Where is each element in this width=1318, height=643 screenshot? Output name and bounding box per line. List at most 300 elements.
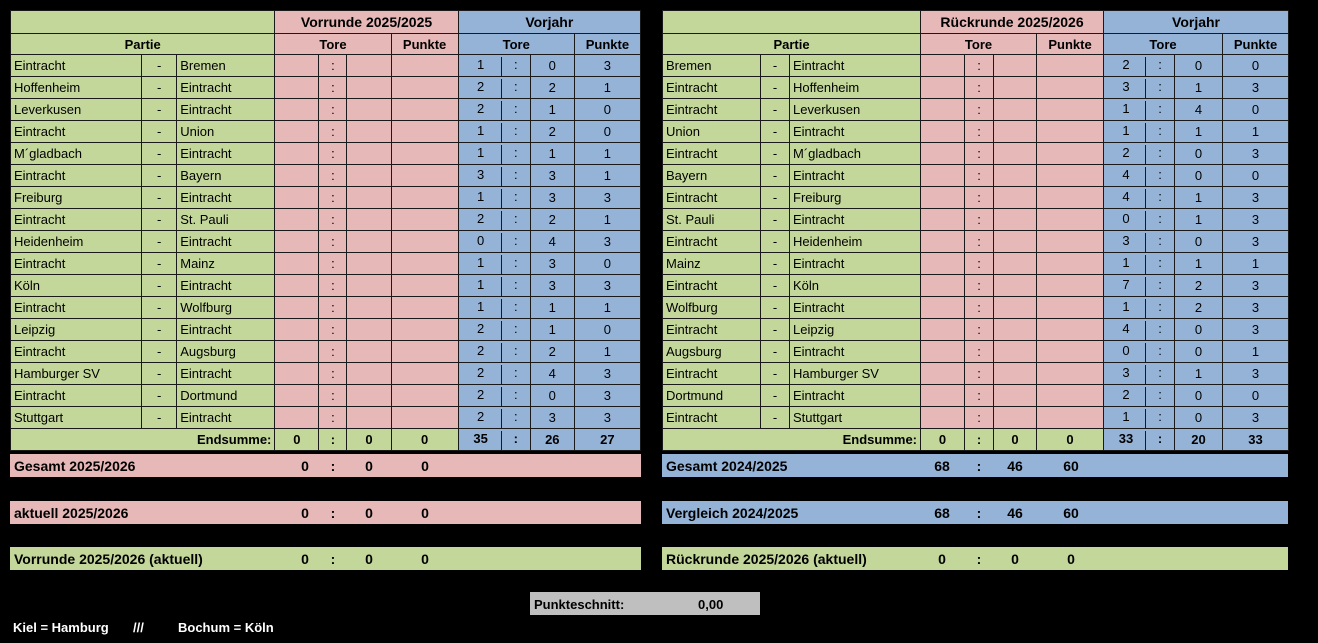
match-dash: -	[142, 363, 177, 385]
prev-goals-for-value: 2	[477, 409, 485, 424]
match-dash: -	[761, 77, 790, 99]
match-dash: -	[142, 187, 177, 209]
goals-colon: :	[965, 297, 994, 319]
prev-goals-for-value: 3	[477, 167, 485, 182]
goals-for-cell[interactable]	[921, 407, 965, 429]
prev-goals-colon: :	[501, 123, 530, 143]
goals-for-cell[interactable]	[921, 187, 965, 209]
prev-goals-for	[1104, 253, 1175, 275]
goals-against-cell[interactable]	[347, 187, 391, 209]
goals-for-cell[interactable]	[921, 165, 965, 187]
home-team: Eintracht	[11, 121, 142, 143]
goals-for-cell[interactable]	[921, 297, 965, 319]
match-row	[663, 77, 1289, 99]
prev-points: 3	[1223, 319, 1289, 341]
prev-goals-for-value: 4	[1122, 321, 1130, 336]
points-cell[interactable]	[391, 275, 458, 297]
footer-separator: ///	[133, 620, 144, 635]
prev-goals-against: 0	[1175, 385, 1223, 407]
punkteschnitt-label: Punkteschnitt:	[534, 597, 625, 612]
home-team: Eintracht	[11, 209, 142, 231]
points-cell[interactable]	[1037, 297, 1104, 319]
prev-goals-for	[458, 385, 530, 407]
prev-goals-colon: :	[1145, 343, 1174, 363]
gesamt-left-colon: :	[330, 457, 336, 474]
prev-goals-against: 1	[530, 297, 574, 319]
goals-against-cell[interactable]	[347, 385, 391, 407]
match-row	[11, 77, 641, 99]
gesamt-left-label: Gesamt 2025/2026	[14, 457, 136, 474]
prev-points: 0	[1223, 165, 1289, 187]
home-team: Eintracht	[11, 253, 142, 275]
prev-goals-against: 1	[1175, 253, 1223, 275]
match-row	[663, 363, 1289, 385]
match-dash: -	[142, 319, 177, 341]
goals-for-cell[interactable]	[921, 319, 965, 341]
goals-for-cell[interactable]	[275, 99, 319, 121]
goals-against-cell[interactable]	[994, 143, 1037, 165]
home-team: Wolfburg	[663, 297, 761, 319]
goals-against-cell[interactable]	[994, 77, 1037, 99]
away-team: Eintracht	[177, 77, 275, 99]
prev-punkte-header: Punkte	[1223, 34, 1289, 55]
prev-goals-for-value: 2	[1122, 387, 1130, 402]
goals-colon: :	[965, 319, 994, 341]
prev-points: 1	[574, 143, 640, 165]
home-team: Eintracht	[663, 231, 761, 253]
tore-header: Tore	[921, 34, 1037, 55]
goals-against-cell[interactable]	[994, 209, 1037, 231]
rueckrunde-aktuell-bar	[662, 547, 1288, 570]
goals-against-cell[interactable]	[994, 341, 1037, 363]
points-cell[interactable]	[391, 99, 458, 121]
goals-against-cell[interactable]	[347, 165, 391, 187]
prev-goals-against: 3	[530, 407, 574, 429]
goals-for-cell[interactable]	[275, 319, 319, 341]
prev-goals-colon: :	[501, 277, 530, 297]
goals-colon: :	[319, 385, 347, 407]
prev-points: 1	[574, 209, 640, 231]
home-team: Eintracht	[11, 297, 142, 319]
home-team: Leipzig	[11, 319, 142, 341]
goals-for-cell[interactable]	[921, 99, 965, 121]
prev-goals-for-value: 2	[477, 387, 485, 402]
home-team: Hoffenheim	[11, 77, 142, 99]
home-team: M´gladbach	[11, 143, 142, 165]
match-row	[663, 187, 1289, 209]
away-team: Hoffenheim	[790, 77, 921, 99]
points-cell[interactable]	[391, 341, 458, 363]
prev-goals-against: 1	[1175, 187, 1223, 209]
goals-against-cell[interactable]	[347, 55, 391, 77]
prev-goals-for	[458, 253, 530, 275]
goals-for-cell[interactable]	[275, 77, 319, 99]
goals-against-cell[interactable]	[347, 77, 391, 99]
prev-points: 1	[1223, 341, 1289, 363]
goals-against-cell[interactable]	[347, 121, 391, 143]
points-cell[interactable]	[391, 77, 458, 99]
prev-goals-for-value: 33	[1118, 431, 1134, 446]
goals-against-cell[interactable]	[994, 165, 1037, 187]
prev-tore-header: Tore	[458, 34, 574, 55]
sum-goals-for: 0	[921, 429, 965, 451]
goals-against-cell[interactable]	[994, 121, 1037, 143]
points-cell[interactable]	[1037, 55, 1104, 77]
points-cell[interactable]	[391, 385, 458, 407]
prev-goals-against: 4	[530, 363, 574, 385]
prev-goals-colon: :	[1145, 409, 1174, 429]
match-row	[663, 55, 1289, 77]
points-cell[interactable]	[1037, 231, 1104, 253]
prev-goals-for	[1104, 363, 1175, 385]
goals-against-cell[interactable]	[347, 341, 391, 363]
goals-against-cell[interactable]	[994, 407, 1037, 429]
prev-goals-for-value: 1	[1122, 123, 1130, 138]
prev-points: 1	[574, 297, 640, 319]
prev-goals-for	[1104, 121, 1175, 143]
home-team: Mainz	[663, 253, 761, 275]
prev-goals-against: 2	[530, 341, 574, 363]
goals-colon: :	[965, 77, 994, 99]
match-row	[663, 253, 1289, 275]
points-cell[interactable]	[1037, 363, 1104, 385]
prev-goals-colon: :	[501, 211, 530, 231]
prev-points: 1	[574, 165, 640, 187]
partie-header: Partie	[11, 34, 275, 55]
prev-goals-for	[458, 363, 530, 385]
goals-against-cell[interactable]	[347, 407, 391, 429]
goals-against-cell[interactable]	[347, 275, 391, 297]
points-cell[interactable]	[1037, 209, 1104, 231]
match-dash: -	[142, 407, 177, 429]
prev-goals-for	[1104, 77, 1175, 99]
prev-punkte-header: Punkte	[574, 34, 640, 55]
points-cell[interactable]	[1037, 77, 1104, 99]
away-team: Eintracht	[177, 363, 275, 385]
match-row	[663, 143, 1289, 165]
prev-goals-for-value: 3	[1122, 233, 1130, 248]
prev-goals-for	[1104, 385, 1175, 407]
goals-against-cell[interactable]	[347, 231, 391, 253]
goals-against-cell[interactable]	[347, 209, 391, 231]
goals-colon: :	[319, 275, 347, 297]
goals-for-cell[interactable]	[275, 121, 319, 143]
points-cell[interactable]	[391, 253, 458, 275]
prev-goals-against: 0	[1175, 407, 1223, 429]
goals-colon: :	[965, 187, 994, 209]
home-team: Dortmund	[663, 385, 761, 407]
goals-against-cell[interactable]	[994, 319, 1037, 341]
prev-goals-for-value: 1	[1122, 101, 1130, 116]
match-dash: -	[761, 165, 790, 187]
prev-goals-against: 3	[530, 275, 574, 297]
away-team: Eintracht	[177, 187, 275, 209]
prev-goals-for-value: 1	[477, 123, 485, 138]
points-cell[interactable]	[391, 297, 458, 319]
match-row	[11, 231, 641, 253]
match-row	[663, 99, 1289, 121]
match-dash: -	[761, 253, 790, 275]
goals-for-cell[interactable]	[921, 341, 965, 363]
footer-note-kiel: Kiel = Hamburg	[13, 620, 109, 635]
goals-for-cell[interactable]	[275, 407, 319, 429]
prev-goals-against: 2	[530, 121, 574, 143]
goals-for-cell[interactable]	[275, 363, 319, 385]
prev-points: 0	[1223, 55, 1289, 77]
prev-goals-colon: :	[501, 409, 530, 429]
goals-for-cell[interactable]	[921, 385, 965, 407]
vergleich-right-colon: :	[976, 504, 982, 521]
footer-note-bochum: Bochum = Köln	[178, 620, 274, 635]
goals-against-cell[interactable]	[994, 231, 1037, 253]
goals-for-cell[interactable]	[275, 209, 319, 231]
gesamt-right-goals-against: 46	[1007, 457, 1023, 474]
match-row	[11, 407, 641, 429]
goals-against-cell[interactable]	[347, 99, 391, 121]
goals-for-cell[interactable]	[275, 297, 319, 319]
points-cell[interactable]	[1037, 165, 1104, 187]
sum-prev-goals-against: 20	[1175, 429, 1223, 451]
goals-for-cell[interactable]	[275, 341, 319, 363]
vergleich-right-goals-against: 46	[1007, 504, 1023, 521]
points-cell[interactable]	[1037, 341, 1104, 363]
prev-goals-colon: :	[1145, 431, 1174, 451]
goals-for-cell[interactable]	[921, 55, 965, 77]
match-dash: -	[142, 297, 177, 319]
points-cell[interactable]	[391, 143, 458, 165]
match-row	[11, 385, 641, 407]
goals-against-cell[interactable]	[994, 363, 1037, 385]
vorrunde-aktuell-goals-for: 0	[301, 550, 309, 567]
vorrunde-aktuell-colon: :	[330, 550, 336, 567]
goals-against-cell[interactable]	[994, 385, 1037, 407]
vorrunde-aktuell-label: Vorrunde 2025/2026 (aktuell)	[14, 550, 203, 567]
prev-goals-against: 1	[1175, 209, 1223, 231]
match-dash: -	[142, 385, 177, 407]
aktuell-left-colon: :	[330, 504, 336, 521]
prev-goals-against: 2	[530, 77, 574, 99]
points-cell[interactable]	[391, 121, 458, 143]
rueckrunde-aktuell-goals-against: 0	[1011, 550, 1019, 567]
goals-against-cell[interactable]	[347, 297, 391, 319]
gesamt-right-bar	[662, 454, 1288, 477]
goals-colon: :	[965, 209, 994, 231]
points-cell[interactable]	[1037, 121, 1104, 143]
prev-goals-for	[1104, 231, 1175, 253]
goals-colon: :	[319, 341, 347, 363]
match-dash: -	[142, 253, 177, 275]
goals-colon: :	[965, 341, 994, 363]
prev-goals-colon: :	[1145, 277, 1174, 297]
goals-against-cell[interactable]	[347, 319, 391, 341]
prev-goals-for-value: 4	[1122, 167, 1130, 182]
points-cell[interactable]	[391, 187, 458, 209]
points-cell[interactable]	[1037, 385, 1104, 407]
match-row	[11, 55, 641, 77]
match-dash: -	[761, 319, 790, 341]
prev-goals-for-value: 1	[477, 255, 485, 270]
points-cell[interactable]	[1037, 143, 1104, 165]
match-row	[11, 363, 641, 385]
prev-goals-for-value: 3	[1122, 79, 1130, 94]
match-dash: -	[761, 275, 790, 297]
prev-goals-for	[458, 341, 530, 363]
goals-for-cell[interactable]	[921, 253, 965, 275]
away-team: Eintracht	[790, 55, 921, 77]
prev-points: 3	[574, 363, 640, 385]
rueckrunde-aktuell-colon: :	[976, 550, 982, 567]
points-cell[interactable]	[1037, 187, 1104, 209]
goals-for-cell[interactable]	[921, 121, 965, 143]
goals-for-cell[interactable]	[275, 165, 319, 187]
goals-for-cell[interactable]	[275, 253, 319, 275]
prev-points: 0	[574, 121, 640, 143]
prev-goals-for	[1104, 143, 1175, 165]
points-cell[interactable]	[391, 363, 458, 385]
sum-prev-goals-for	[1104, 429, 1175, 451]
vorrunde-aktuell-goals-against: 0	[365, 550, 373, 567]
goals-against-cell[interactable]	[994, 99, 1037, 121]
aktuell-left-bar	[10, 501, 641, 524]
points-cell[interactable]	[391, 319, 458, 341]
goals-for-cell[interactable]	[921, 275, 965, 297]
points-cell[interactable]	[391, 231, 458, 253]
prev-goals-against: 1	[530, 319, 574, 341]
home-team: Eintracht	[11, 385, 142, 407]
goals-for-cell[interactable]	[275, 231, 319, 253]
goals-for-cell[interactable]	[921, 231, 965, 253]
match-dash: -	[142, 55, 177, 77]
match-dash: -	[142, 275, 177, 297]
partie-header: Partie	[663, 34, 921, 55]
prev-points: 1	[574, 77, 640, 99]
prev-goals-for-value: 7	[1122, 277, 1130, 292]
title-blank	[11, 11, 275, 34]
goals-against-cell[interactable]	[994, 187, 1037, 209]
goals-for-cell[interactable]	[921, 143, 965, 165]
goals-against-cell[interactable]	[347, 253, 391, 275]
goals-colon: :	[319, 121, 347, 143]
gesamt-right-colon: :	[976, 457, 982, 474]
match-row	[11, 253, 641, 275]
prev-goals-against: 0	[1175, 341, 1223, 363]
away-team: Eintracht	[177, 275, 275, 297]
prev-goals-for	[458, 407, 530, 429]
goals-against-cell[interactable]	[347, 363, 391, 385]
points-cell[interactable]	[1037, 275, 1104, 297]
goals-colon: :	[319, 165, 347, 187]
goals-for-cell[interactable]	[275, 385, 319, 407]
prev-goals-colon: :	[501, 57, 530, 77]
prev-points: 3	[574, 385, 640, 407]
prev-goals-for-value: 2	[477, 365, 485, 380]
prev-points: 3	[1223, 363, 1289, 385]
prev-points: 0	[1223, 99, 1289, 121]
points-cell[interactable]	[1037, 99, 1104, 121]
goals-for-cell[interactable]	[921, 77, 965, 99]
prev-goals-colon: :	[501, 431, 530, 451]
sum-colon: :	[319, 429, 347, 451]
goals-colon: :	[965, 231, 994, 253]
goals-for-cell[interactable]	[275, 275, 319, 297]
prev-points: 3	[1223, 77, 1289, 99]
prev-goals-colon: :	[501, 365, 530, 385]
prev-goals-for	[1104, 297, 1175, 319]
goals-for-cell[interactable]	[921, 209, 965, 231]
prev-points: 3	[1223, 209, 1289, 231]
points-cell[interactable]	[391, 165, 458, 187]
goals-against-cell[interactable]	[994, 275, 1037, 297]
goals-against-cell[interactable]	[994, 253, 1037, 275]
away-team: Eintracht	[790, 165, 921, 187]
away-team: Eintracht	[790, 253, 921, 275]
match-dash: -	[142, 165, 177, 187]
away-team: Köln	[790, 275, 921, 297]
goals-colon: :	[965, 407, 994, 429]
endsumme-label: Endsumme:	[663, 429, 921, 451]
rueckrunde-table	[662, 10, 1289, 451]
goals-colon: :	[319, 55, 347, 77]
prev-goals-against: 0	[1175, 165, 1223, 187]
points-cell[interactable]	[391, 407, 458, 429]
away-team: Bremen	[177, 55, 275, 77]
sum-points: 0	[1037, 429, 1104, 451]
goals-against-cell[interactable]	[994, 55, 1037, 77]
goals-for-cell[interactable]	[275, 55, 319, 77]
goals-colon: :	[319, 407, 347, 429]
home-team: St. Pauli	[663, 209, 761, 231]
goals-against-cell[interactable]	[347, 143, 391, 165]
prev-goals-against: 1	[1175, 363, 1223, 385]
gesamt-left-goals-for: 0	[301, 457, 309, 474]
match-row	[663, 341, 1289, 363]
goals-against-cell[interactable]	[994, 297, 1037, 319]
prev-goals-against: 1	[530, 99, 574, 121]
gesamt-left-bar	[10, 454, 641, 477]
match-dash: -	[142, 231, 177, 253]
goals-for-cell[interactable]	[921, 363, 965, 385]
away-team: Stuttgart	[790, 407, 921, 429]
vorrunde-table	[10, 10, 641, 451]
goals-for-cell[interactable]	[275, 187, 319, 209]
prev-goals-for	[1104, 187, 1175, 209]
points-cell[interactable]	[391, 55, 458, 77]
prev-goals-against: 4	[1175, 99, 1223, 121]
goals-colon: :	[319, 209, 347, 231]
prev-goals-for-value: 2	[477, 343, 485, 358]
season-title: Vorrunde 2025/2025	[275, 11, 458, 34]
prev-goals-for	[458, 99, 530, 121]
match-dash: -	[142, 99, 177, 121]
prev-goals-colon: :	[1145, 79, 1174, 99]
prev-goals-for	[1104, 275, 1175, 297]
match-row	[11, 341, 641, 363]
away-team: Augsburg	[177, 341, 275, 363]
away-team: Bayern	[177, 165, 275, 187]
points-cell[interactable]	[1037, 319, 1104, 341]
away-team: Eintracht	[177, 319, 275, 341]
goals-for-cell[interactable]	[275, 143, 319, 165]
points-cell[interactable]	[1037, 253, 1104, 275]
prev-goals-against: 0	[1175, 319, 1223, 341]
points-cell[interactable]	[391, 209, 458, 231]
home-team: Eintracht	[663, 143, 761, 165]
points-cell[interactable]	[1037, 407, 1104, 429]
prev-points: 0	[574, 99, 640, 121]
prev-goals-against: 3	[530, 187, 574, 209]
home-team: Bayern	[663, 165, 761, 187]
prev-goals-for-value: 1	[1122, 299, 1130, 314]
